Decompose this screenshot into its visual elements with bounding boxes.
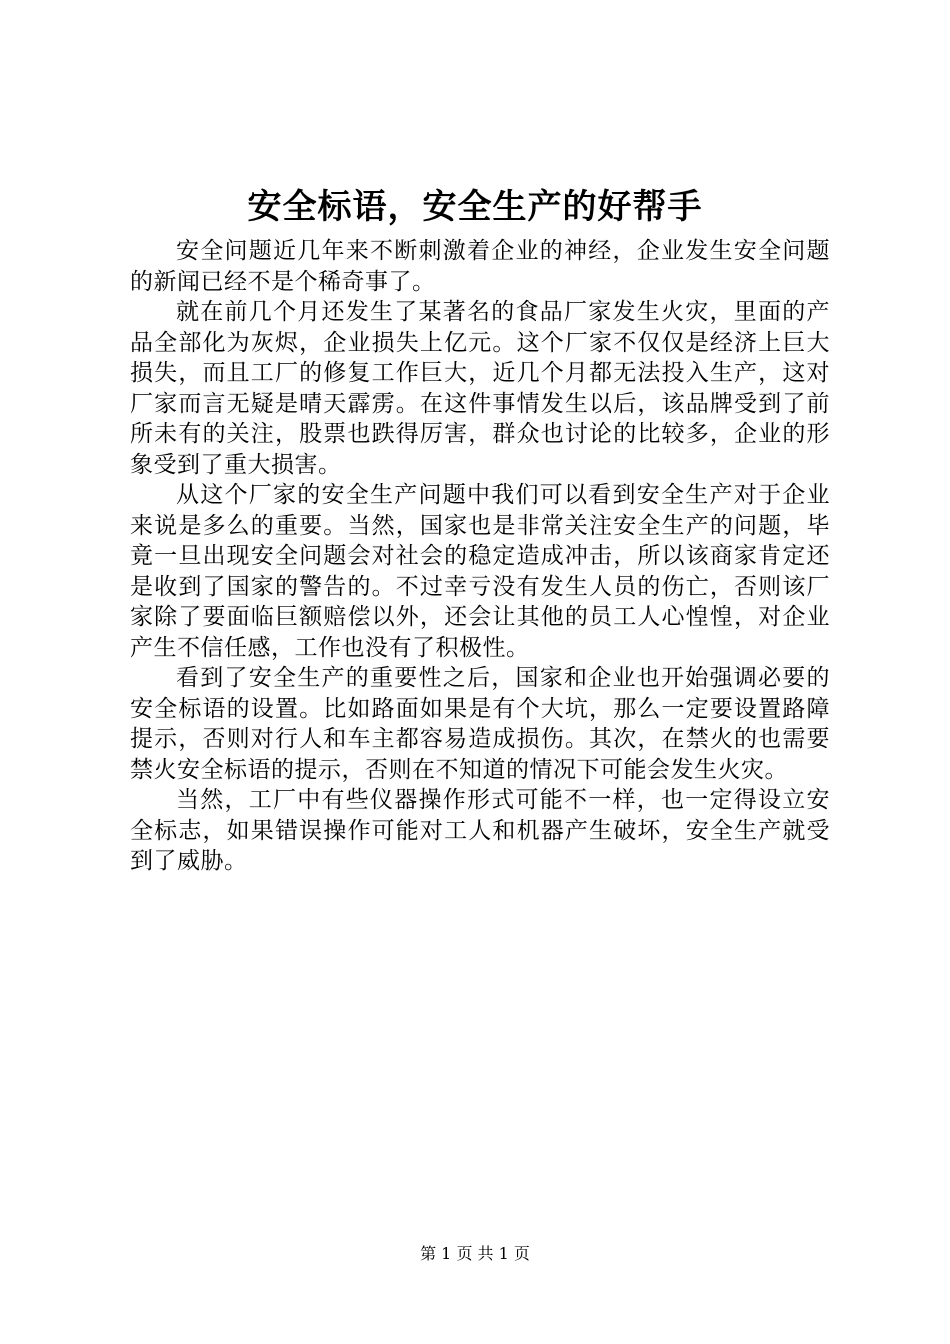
paragraph-2: 就在前几个月还发生了某著名的食品厂家发生火灾，里面的产品全部化为灰烬，企业损失上亿元。这个厂家不仅仅是经济上巨大损失，而且工厂的修复工作巨大，近几个月都无法投入生产，这对厂家而言无疑是晴天霹雳。在这件事情发生以后，该品牌受到了前所未有的关注，股票也跌得厉害，群众也讨论的比较多，企业的形象受到了重大损害。: [130, 299, 830, 478]
paragraph-4: 看到了安全生产的重要性之后，国家和企业也开始强调必要的安全标语的设置。比如路面如果是有个大坑，那么一定要设置路障提示，否则对行人和车主都容易造成损伤。其次，在禁火的也需要禁火安全标语的提示，否则在不知道的情况下可能会发生火灾。: [130, 665, 830, 783]
document-body: [130, 236, 830, 877]
paragraph-3: 从这个厂家的安全生产问题中我们可以看到安全生产对于企业来说是多么的重要。当然，国家也是非常关注安全生产的问题，毕竟一旦出现安全问题会对社会的稳定造成冲击，所以该商家肯定还是收到了国家的警告的。不过幸亏没有发生人员的伤亡，否则该厂家除了要面临巨额赔偿以外，还会让其他的员工人心惶惶，对企业产生不信任感，工作也没有了积极性。: [130, 482, 830, 661]
paragraph-1: 安全问题近几年来不断刺激着企业的神经，企业发生安全问题的新闻已经不是个稀奇事了。: [130, 238, 830, 295]
paragraph-5: 当然，工厂中有些仪器操作形式可能不一样，也一定得设立安全标志，如果错误操作可能对工人和机器产生破坏，安全生产就受到了威胁。: [130, 787, 830, 874]
page-footer: 第 1 页 共 1 页: [420, 1244, 530, 1263]
document-title: 安全标语，安全生产的好帮手: [247, 187, 703, 227]
